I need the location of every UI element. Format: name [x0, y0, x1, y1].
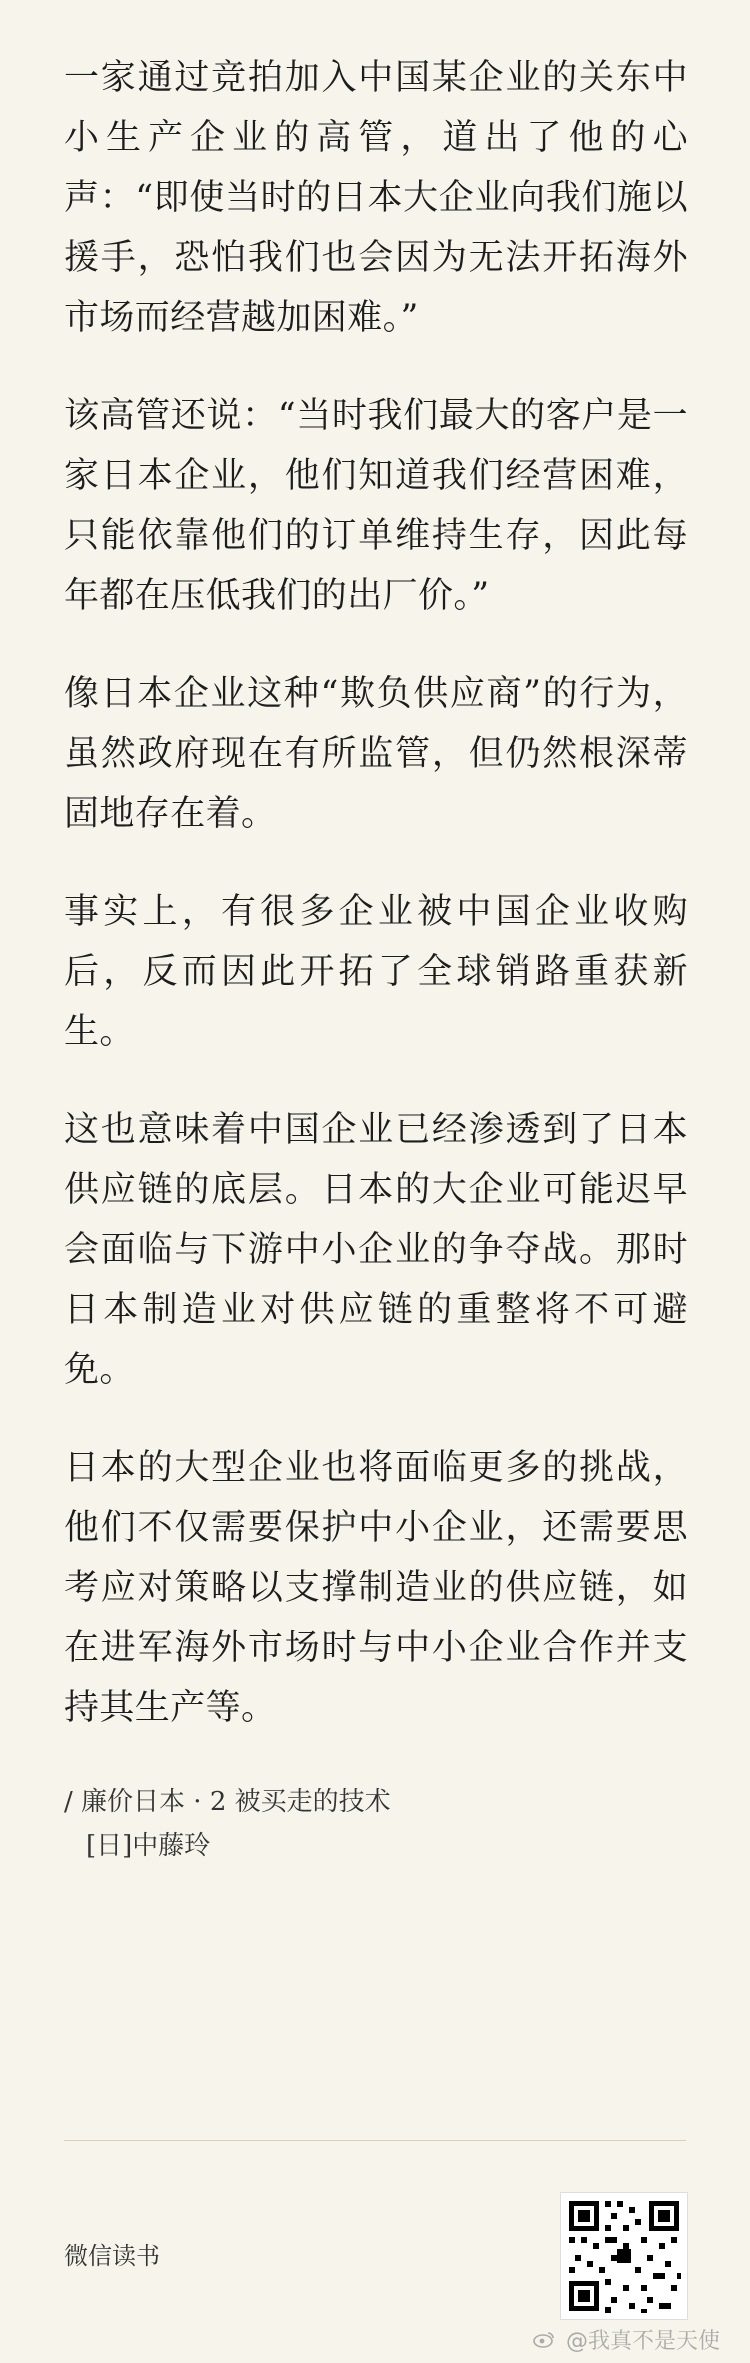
paragraph-4: 事实上，有很多企业被中国企业收购后，反而因此开拓了全球销路重获新生。: [64, 892, 688, 1052]
app-brand: 微信读书: [64, 2242, 160, 2270]
paragraph-2: 该高管还说：“当时我们最大的客户是一家日本企业，他们知道我们经营困难，只能依靠他们的订单维持生存，因此每年都在压低我们的出厂价。”: [64, 396, 688, 616]
paragraph-5: 这也意味着中国企业已经渗透到了日本供应链的底层。日本的大企业可能迟早会面临与下游中小企业的争夺战。那时日本制造业对供应链的重整将不可避免。: [64, 1110, 688, 1390]
paragraph-3: 像日本企业这种“欺负供应商”的行为，虽然政府现在有所监管，但仍然根深蒂固地存在着。: [64, 674, 688, 834]
paragraph-6: 日本的大型企业也将面临更多的挑战，他们不仅需要保护中小企业，还需要思考应对策略以支撑制造业的供应链，如在进军海外市场时与中小企业合作并支持其生产等。: [64, 1448, 688, 1728]
qr-code-icon: [560, 2192, 688, 2320]
paragraph-1: 一家通过竞拍加入中国某企业的关东中小生产企业的高管，道出了他的心声：“即使当时的日本大企业向我们施以援手，恐怕我们也会因为无法开拓海外市场而经营越加困难。”: [64, 58, 688, 338]
footer-divider: [64, 2140, 686, 2141]
book-title: / 廉价日本 · 2 被买走的技术: [64, 1787, 391, 1817]
book-source: [64, 1782, 688, 1866]
article: [64, 48, 688, 1866]
book-author: [日]中藤玲: [86, 1831, 211, 1861]
weibo-icon: [533, 2329, 555, 2354]
watermark: [533, 2324, 720, 2355]
watermark-text: @我真不是天使: [565, 2329, 720, 2354]
